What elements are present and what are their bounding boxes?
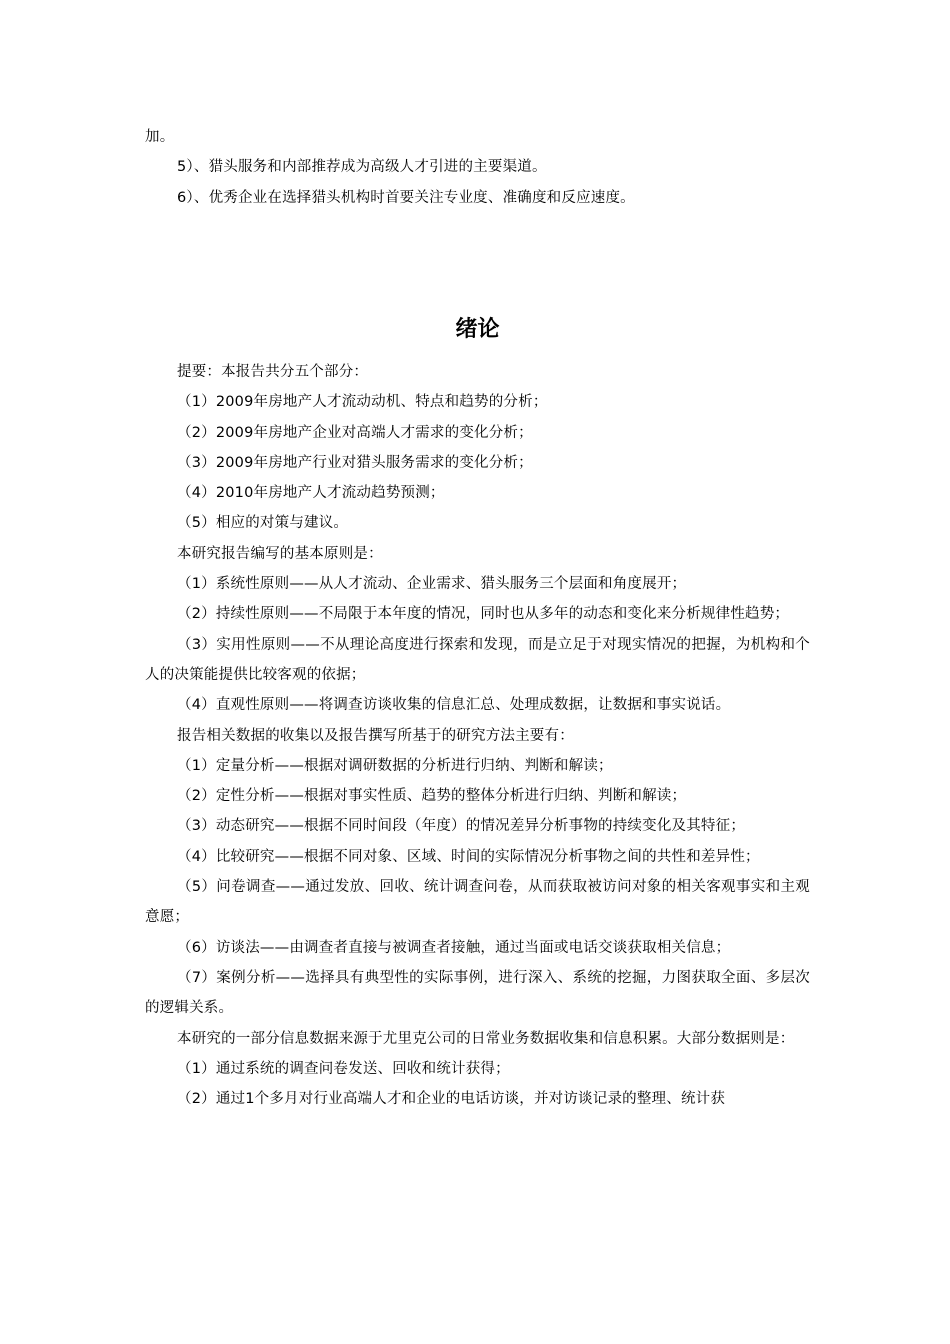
report-part-item: （5）相应的对策与建议。	[177, 515, 349, 532]
paragraph-continuation: 加。	[145, 129, 175, 145]
method-item: （5）问卷调查——通过发放、回收、统计调查问卷，从而获取被访问对象的相关客观事实和主观意愿；	[145, 879, 810, 926]
method-item: （7）案例分析——选择具有典型性的实际事例，进行深入、系统的挖掘，力图获取全面、多层次的逻辑关系。	[145, 969, 810, 1017]
finding-item-6: 6）、优秀企业在选择猎头机构时首要关注专业度、准确度和反应速度。	[177, 189, 635, 206]
principle-item: （1）系统性原则——从人才流动、企业需求、猎头服务三个层面和角度展开；	[177, 576, 687, 593]
principle-item: （2）持续性原则——不局限于本年度的情况，同时也从多年的动态和变化来分析规律性趋势；	[177, 606, 790, 623]
data-source-item: （2）通过1个多月对行业高端人才和企业的电话访谈，并对访谈记录的整理、统计获	[177, 1091, 726, 1108]
method-item: （1）定量分析——根据对调研数据的分析进行归纳、判断和解读；	[177, 757, 613, 774]
method-item: （6）访谈法——由调查者直接与被调查者接触，通过当面或电话交谈获取相关信息；	[177, 939, 731, 956]
method-item: （3）动态研究——根据不同时间段（年度）的情况差异分析事物的持续变化及其特征；	[177, 818, 746, 835]
method-item: （2）定性分析——根据对事实性质、趋势的整体分析进行归纳、判断和解读；	[177, 788, 687, 805]
data-source-item: （1）通过系统的调查问卷发送、回收和统计获得；	[177, 1060, 510, 1077]
method-item: （4）比较研究——根据不同对象、区域、时间的实际情况分析事物之间的共性和差异性；	[177, 848, 760, 865]
section-title: 绪论	[455, 317, 500, 342]
summary-intro: 提要：本报告共分五个部分：	[177, 364, 369, 380]
introduction-body	[145, 357, 810, 1114]
report-part-item: （2）2009年房地产企业对高端人才需求的变化分析；	[177, 424, 533, 441]
data-source-paragraph: 本研究的一部分信息数据来源于尤里克公司的日常业务数据收集和信息积累。大部分数据则是：	[177, 1030, 795, 1047]
principle-item: （3）实用性原则——不从理论高度进行探索和发现，而是立足于对现实情况的把握，为机构和个人的决策能提供比较客观的依据；	[145, 636, 810, 683]
previous-section-tail	[145, 122, 810, 213]
principles-intro: 本研究报告编写的基本原则是：	[177, 545, 383, 562]
principle-item: （4）直观性原则——将调查访谈收集的信息汇总、处理成数据，让数据和事实说话。	[177, 697, 731, 714]
report-part-item: （1）2009年房地产人才流动动机、特点和趋势的分析；	[177, 394, 548, 411]
report-part-item: （3）2009年房地产行业对猎头服务需求的变化分析；	[177, 454, 533, 471]
methods-intro: 报告相关数据的收集以及报告撰写所基于的研究方法主要有：	[177, 727, 574, 744]
report-part-item: （4）2010年房地产人才流动趋势预测；	[177, 485, 445, 502]
finding-item-5: 5）、猎头服务和内部推荐成为高级人才引进的主要渠道。	[177, 159, 547, 176]
